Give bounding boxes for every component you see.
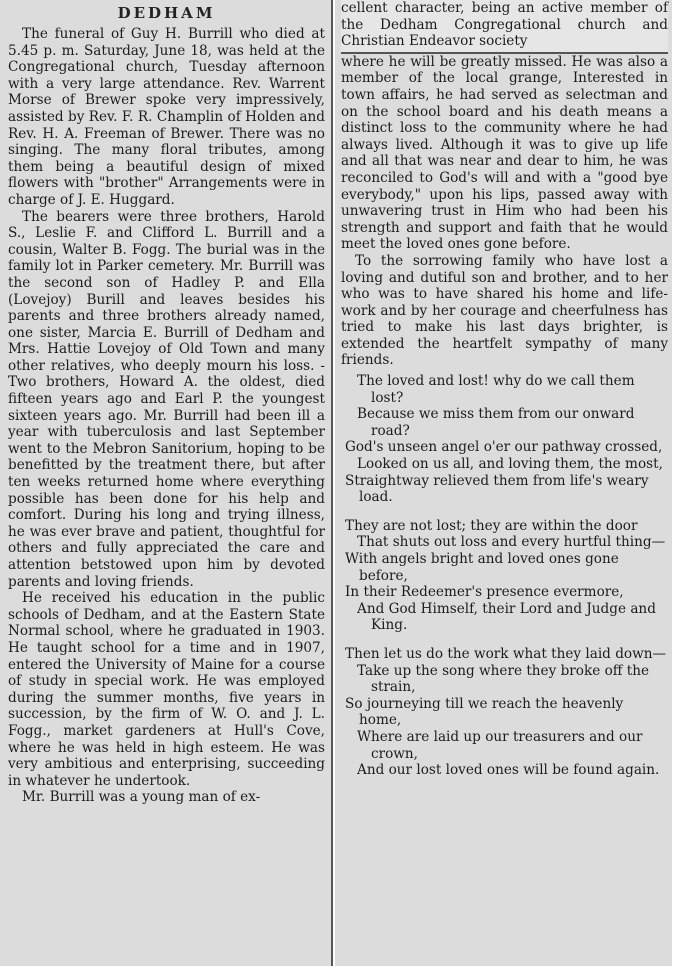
- memorial-poem: [341, 373, 668, 779]
- poem-stanza-3: [341, 646, 668, 779]
- poem-line: The loved and lost! why do we call them lost?: [357, 373, 635, 406]
- poem-line: In their Redeemer's presence evermore,: [345, 584, 624, 601]
- obituary-paragraph-5: where he will be greatly missed. He was also a member of the local grange, Interested in town affairs, he had served as selectman and on the school board and his death means a distinct loss to the community where he had always lived. Although it was to give up life and all that was near and dear to him, he was reconciled to God's will and with a "good bye everybody," upon his lips, passed away with unwavering trust in Him who had been his strength and support and faith that he would meet the loved ones gone before.: [341, 53, 668, 253]
- poem-stanza-1: [341, 373, 668, 506]
- obituary-paragraph-6: To the sorrowing family who have lost a loving and dutiful son and brother, and to her who was to have shared his home and life-work and by her courage and cheerfulness has tried to make his last days brighter, is extended the heartfelt sympathy of many friends.: [341, 252, 668, 369]
- poem-line: And our lost loved ones will be found again.: [357, 762, 660, 779]
- poem-line: So journeying till we reach the heavenly home,: [345, 695, 624, 729]
- section-heading: DEDHAM: [117, 4, 216, 22]
- continued-text-strip: cellent character, being an active member of the Dedham Congregational church and Christian Endeavor society: [341, 0, 668, 54]
- poem-line: Because we miss them from our onward road?: [357, 406, 635, 439]
- poem-stanza-2: [341, 518, 668, 634]
- poem-line: Then let us do the work what they laid down—: [345, 645, 667, 662]
- poem-line: Straightway relieved them from life's weary load.: [345, 472, 649, 506]
- right-column: [335, 0, 672, 966]
- poem-line: And God Himself, their Lord and Judge and King.: [357, 600, 656, 634]
- poem-line: They are not lost; they are within the door: [345, 517, 638, 534]
- poem-line: That shuts out loss and every hurtful thing—: [357, 534, 666, 551]
- poem-line: With angels bright and loved ones gone before,: [345, 551, 619, 584]
- poem-line: Looked on us all, and loving them, the most,: [357, 456, 663, 473]
- poem-line: God's unseen angel o'er our pathway crossed,: [345, 439, 663, 456]
- poem-line: Where are laid up our treasurers and our crown,: [357, 728, 643, 762]
- obituary-paragraph-4: Mr. Burrill was a young man of ex-: [22, 789, 261, 806]
- left-column: [0, 0, 333, 966]
- obituary-paragraph-2: The bearers were three brothers, Harold S., Leslie F. and Clifford L. Burrill and a cousin, Walter B. Fogg. The burial was in the family lot in Parker cemetery. Mr. Burrill was the second son of Hadley P. and Ella (Lovejoy) Burill and leaves besides his parents and three brothers already named, one sister, Marcia E. Burrill of Dedham and Mrs. Hattie Lovejoy of Old Town and many other relatives, who deeply mourn his loss. - Two brothers, Howard A. the oldest, died fifteen years ago and Earl P. the youngest sixteen years ago. Mr. Burrill had been ill a year with tuberculosis and last September went to the Mebron Sanitorium, hoping to be benefitted by the treatment there, but after ten weeks returned home where everything possible has been done for his help and comfort. During his long and trying illness, he was ever brave and patient, thoughtful for others and fully appreciated the care and attention betstowed upon him by devoted parents and loving friends.: [8, 208, 325, 590]
- obituary-paragraph-3: He received his education in the public schools of Dedham, and at the Eastern State Normal school, where he graduated in 1903. He taught school for a time and in 1907, entered the University of Maine for a course of study in special work. He was employed during the summer months, five years in succession, by the firm of W. O. and J. L. Fogg., market gardeners at Hull's Cove, where he was held in high esteem. He was very ambitious and enterprising, succeeding in whatever he undertook.: [8, 590, 325, 789]
- poem-line: Take up the song where they broke off the strain,: [357, 662, 649, 696]
- obituary-paragraph-1: The funeral of Guy H. Burrill who died at 5.45 p. m. Saturday, June 18, was held at the Congregational church, Tuesday afternoon with a very large attendance. Rev. Warrent Morse of Brewer spoke very impressively, assisted by Rev. F. R. Champlin of Holden and Rev. H. A. Freeman of Brewer. There was no singing. The many floral tributes, among them being a beautiful design of mixed flowers with "brother" Arrangements were in charge of J. E. Huggard.: [8, 26, 325, 208]
